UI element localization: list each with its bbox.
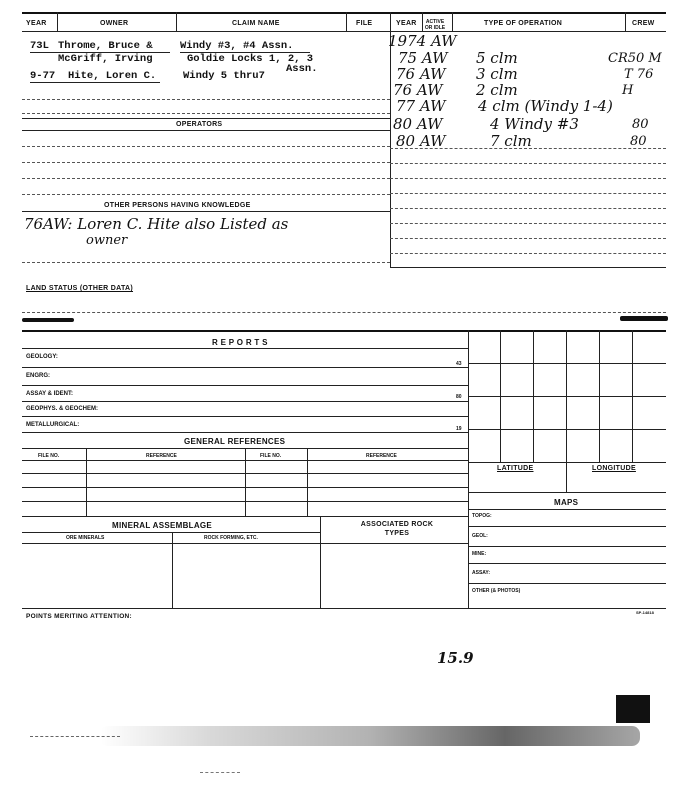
rock-forming-header: ROCK FORMING, ETC. xyxy=(204,535,258,541)
associated-rock-types: ASSOCIATED ROCK TYPES xyxy=(360,521,434,537)
claim-suffix: Assn. xyxy=(286,63,318,75)
header-type-of-operation: TYPE OF OPERATION xyxy=(484,20,563,27)
activity-entry: 76 AW xyxy=(396,65,446,83)
activity-crew: 80 xyxy=(630,134,647,149)
activity-entry: 75 AW xyxy=(398,49,448,67)
claim-name: Windy #3, #4 Assn. xyxy=(180,40,294,52)
header-crew: CREW xyxy=(632,20,655,27)
maps-mine: MINE: xyxy=(472,551,487,557)
claim-name: Windy 5 thru7 xyxy=(183,70,265,82)
maps-topog: TOPOG: xyxy=(472,513,492,519)
owner-year: 73L xyxy=(30,40,49,52)
claim-name: Goldie Locks 1, 2, 3 xyxy=(187,53,314,65)
ref-col-file-no: FILE NO. xyxy=(38,453,60,459)
ref-col-reference-2: REFERENCE xyxy=(366,453,397,459)
other-persons-note-line-2: owner xyxy=(86,233,128,248)
header-file: FILE xyxy=(356,20,373,27)
activity-operation: 4 clm (Windy 1-4) xyxy=(478,97,613,115)
activity-crew: T 76 xyxy=(624,67,654,82)
ref-col-reference: REFERENCE xyxy=(146,453,177,459)
activity-entry: 1974 AW xyxy=(388,32,457,50)
header-year: YEAR xyxy=(26,20,47,27)
activity-entry: 80 AW xyxy=(393,115,443,133)
activity-entry: 77 AW xyxy=(396,97,446,115)
activity-operation: 3 clm xyxy=(476,65,518,83)
mineral-assemblage-title: MINERAL ASSEMBLAGE xyxy=(112,521,213,530)
general-references-title: GENERAL REFERENCES xyxy=(184,437,286,446)
other-persons-note-line-1: 76AW: Loren C. Hite also Listed as xyxy=(24,215,289,233)
activity-operation: 4 Windy #3 xyxy=(490,115,579,133)
activity-crew: 80 xyxy=(632,117,649,132)
activity-entry: 80 AW xyxy=(396,132,446,150)
owner-year: 9-77 xyxy=(30,70,56,82)
owner-name: Hite, Loren C. xyxy=(68,70,157,82)
maps-title: MAPS xyxy=(554,498,579,507)
ore-minerals-header: ORE MINERALS xyxy=(66,535,105,541)
maps-geol: GEOL: xyxy=(472,533,488,539)
reports-title: R E P O R T S xyxy=(212,338,268,347)
points-meriting-attention: POINTS MERITING ATTENTION: xyxy=(26,613,133,620)
activity-operation: 5 clm xyxy=(476,49,518,67)
page-number: 15.9 xyxy=(437,649,474,667)
header-active-idle: ACTIVE OR IDLE xyxy=(424,19,446,31)
header-owner: OWNER xyxy=(100,20,129,27)
activity-crew: H xyxy=(622,83,634,98)
header-year-2: YEAR xyxy=(396,20,417,27)
activity-crew: CR50 M xyxy=(608,51,662,66)
latitude-label: LATITUDE xyxy=(497,465,534,472)
activity-operation: 2 clm xyxy=(476,81,518,99)
other-persons-label: OTHER PERSONS HAVING KNOWLEDGE xyxy=(104,202,251,209)
owner-name: Throme, Bruce & xyxy=(58,40,153,52)
longitude-label: LONGITUDE xyxy=(592,465,636,472)
form-code: SP-14818 xyxy=(636,610,654,615)
activity-entry: 76 AW xyxy=(393,81,443,99)
owner-name: McGriff, Irving xyxy=(58,53,153,65)
header-claim-name: CLAIM NAME xyxy=(232,20,280,27)
activity-operation: 7 clm xyxy=(490,132,532,150)
maps-assay: ASSAY: xyxy=(472,570,491,576)
operators-label: OPERATORS xyxy=(176,121,223,128)
maps-other-photos: OTHER (& PHOTOS) xyxy=(472,588,521,594)
land-status-label: LAND STATUS (OTHER DATA) xyxy=(26,285,134,292)
ref-col-file-no-2: FILE NO. xyxy=(260,453,282,459)
